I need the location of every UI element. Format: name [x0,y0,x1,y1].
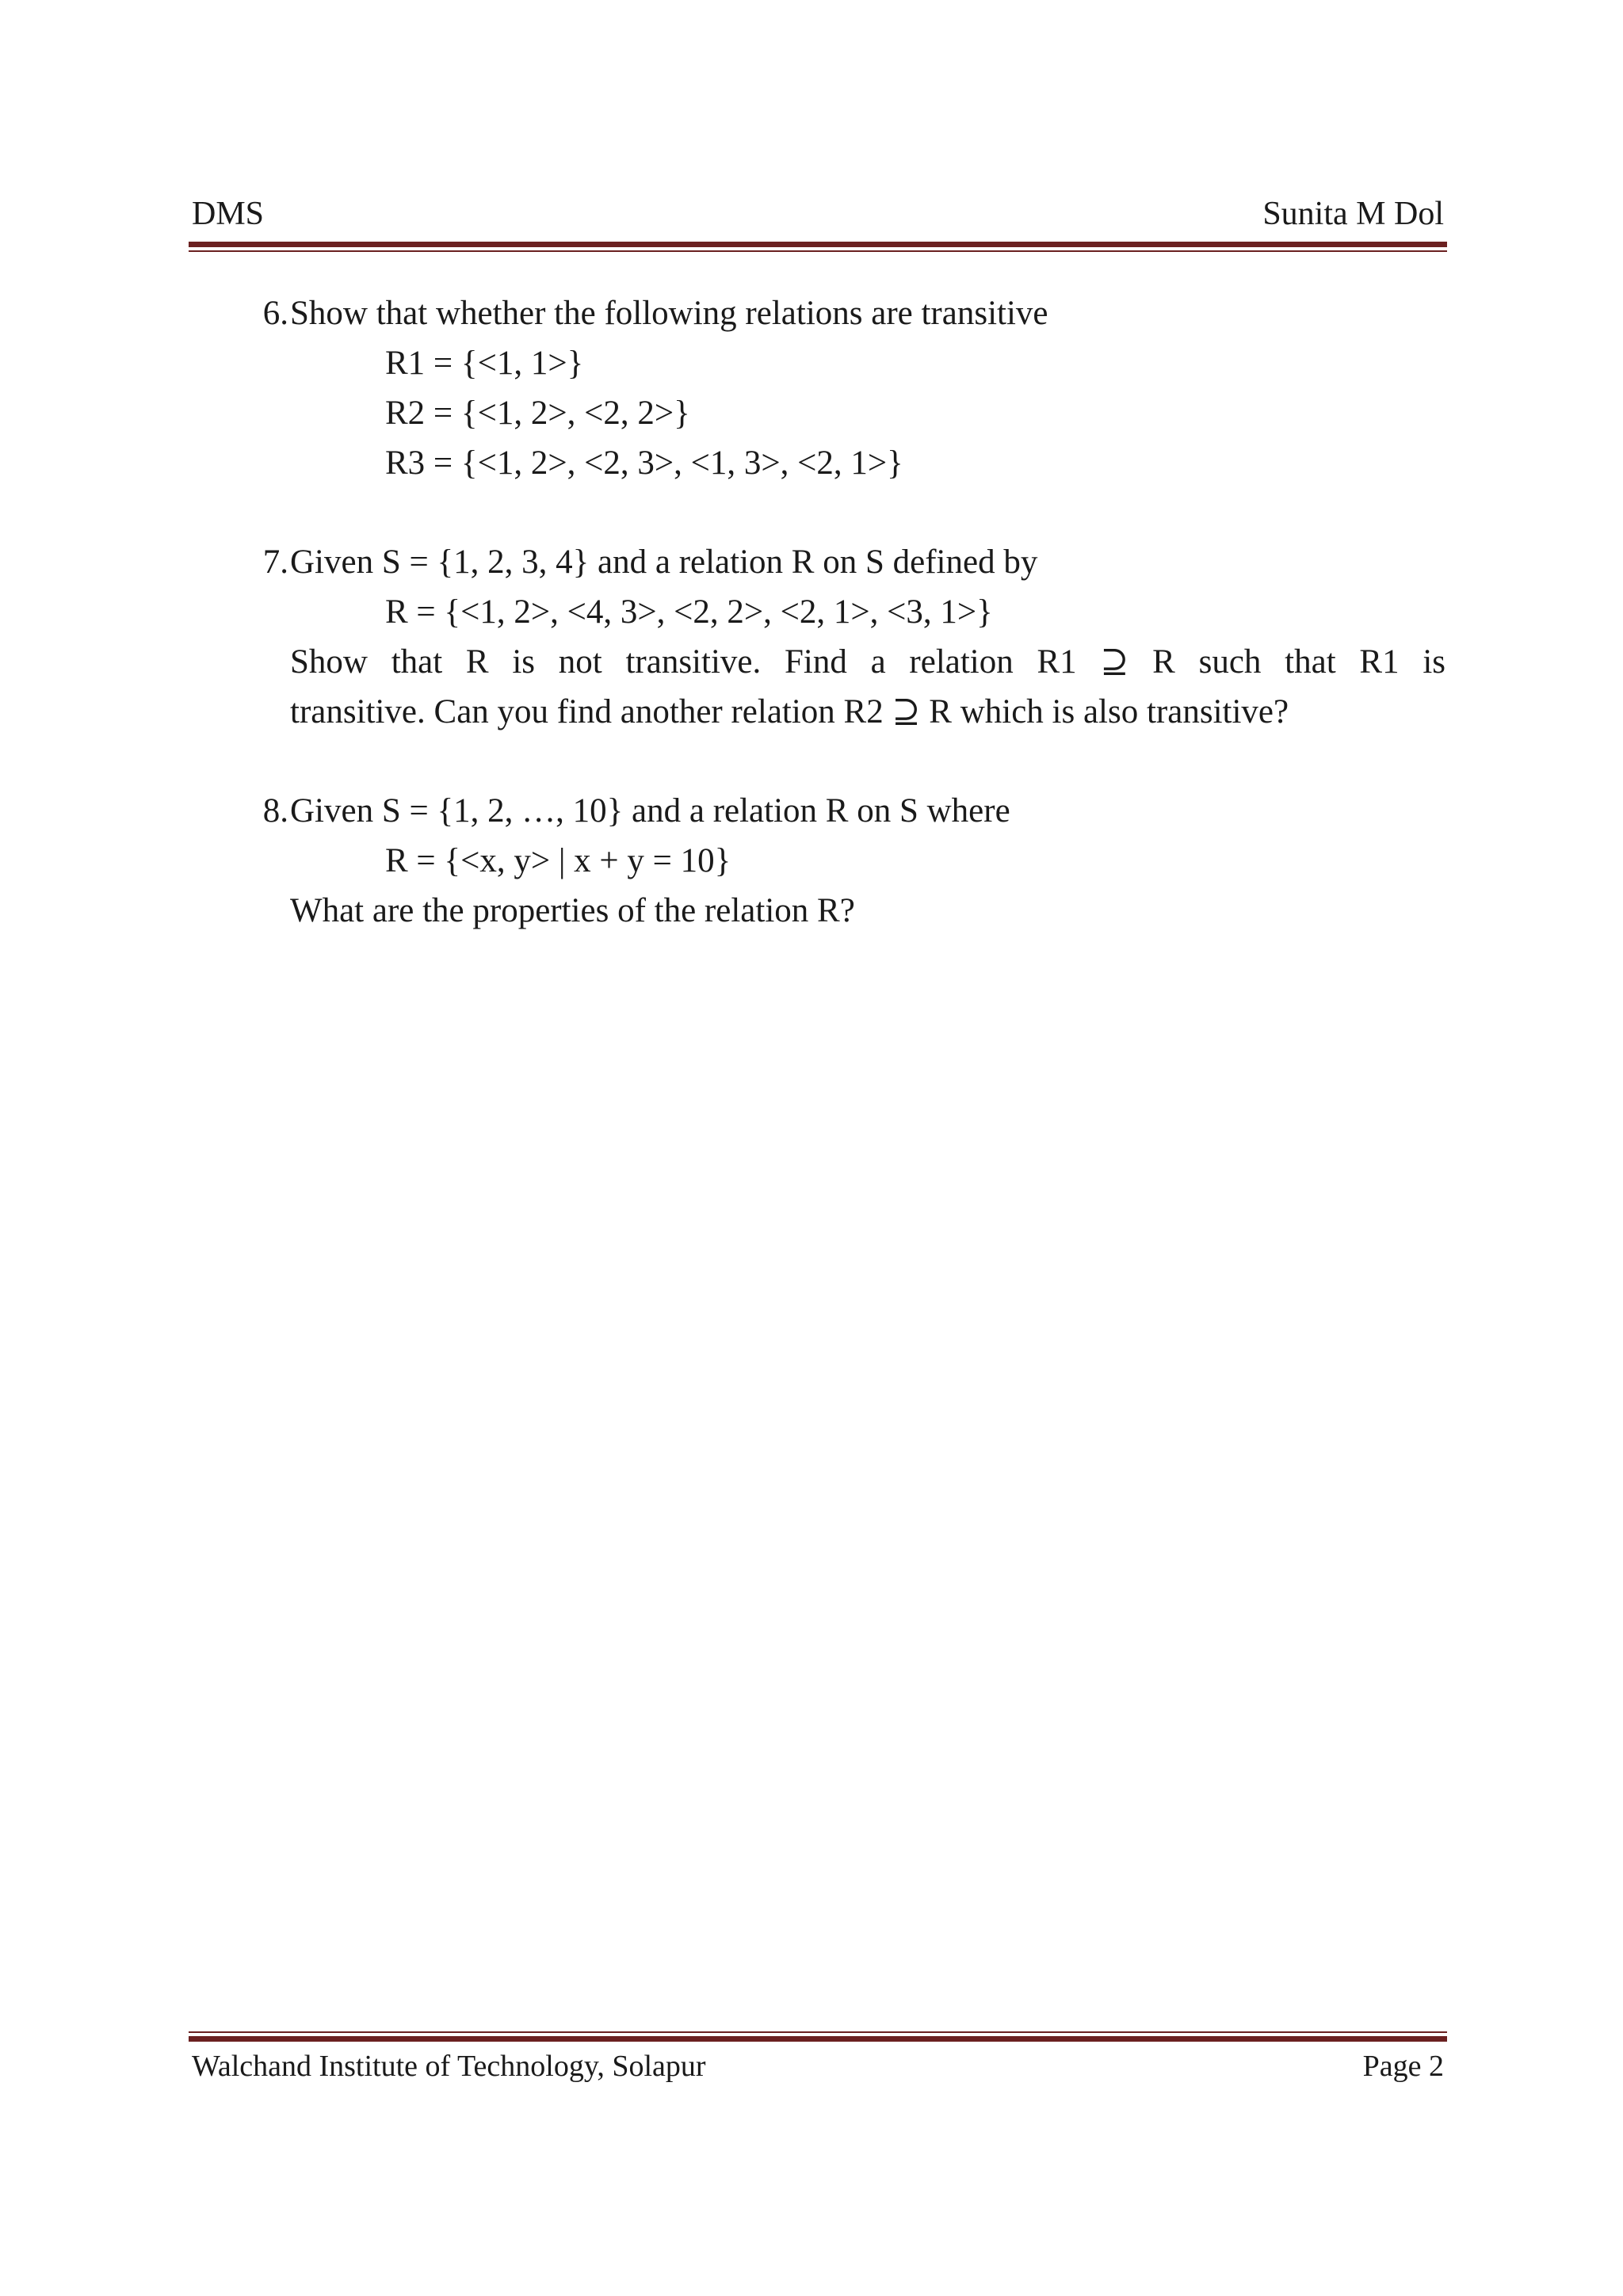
footer-institution: Walchand Institute of Technology, Solapur [192,2050,706,2083]
question-statement: Given S = {1, 2, 3, 4} and a relation R on S defined by [290,543,1038,581]
question-statement: Given S = {1, 2, …, 10} and a relation R on S where [290,792,1010,830]
question-number: 8. [262,792,288,830]
question-number: 6. [262,295,288,332]
header-course-title: DMS [192,196,265,232]
header-rule-thin [189,250,1447,252]
footer-rule-thick [189,2036,1447,2042]
question-8 [238,786,1447,936]
question-statement: Show that whether the following relations are transitive [290,295,1048,332]
relation-r: R = {<1, 2>, <4, 3>, <2, 2>, <2, 1>, <3, 1>} [385,593,993,631]
question-number: 7. [262,543,288,581]
header-rule-thick [189,242,1447,247]
relation-r3: R3 = {<1, 2>, <2, 3>, <1, 3>, <2, 1>} [385,444,903,482]
relation-r: R = {<x, y> | x + y = 10} [385,842,731,879]
question-followup: What are the properties of the relation R? [290,892,855,929]
header-author-name: Sunita M Dol [1262,196,1444,232]
followup-line: Show that R is not transitive. Find a relation R1 ⊇ R such that R1 is [290,643,1445,681]
question-6 [238,288,1447,488]
question-7 [238,537,1447,737]
relation-r1: R1 = {<1, 1>} [385,345,584,382]
followup-line: transitive. Can you find another relation R2 ⊇ R which is also transitive? [290,693,1289,730]
question-followup [290,637,1445,737]
page-number: Page 2 [1362,2050,1444,2083]
relation-r2: R2 = {<1, 2>, <2, 2>} [385,395,690,432]
footer-rule-thin [189,2031,1447,2033]
